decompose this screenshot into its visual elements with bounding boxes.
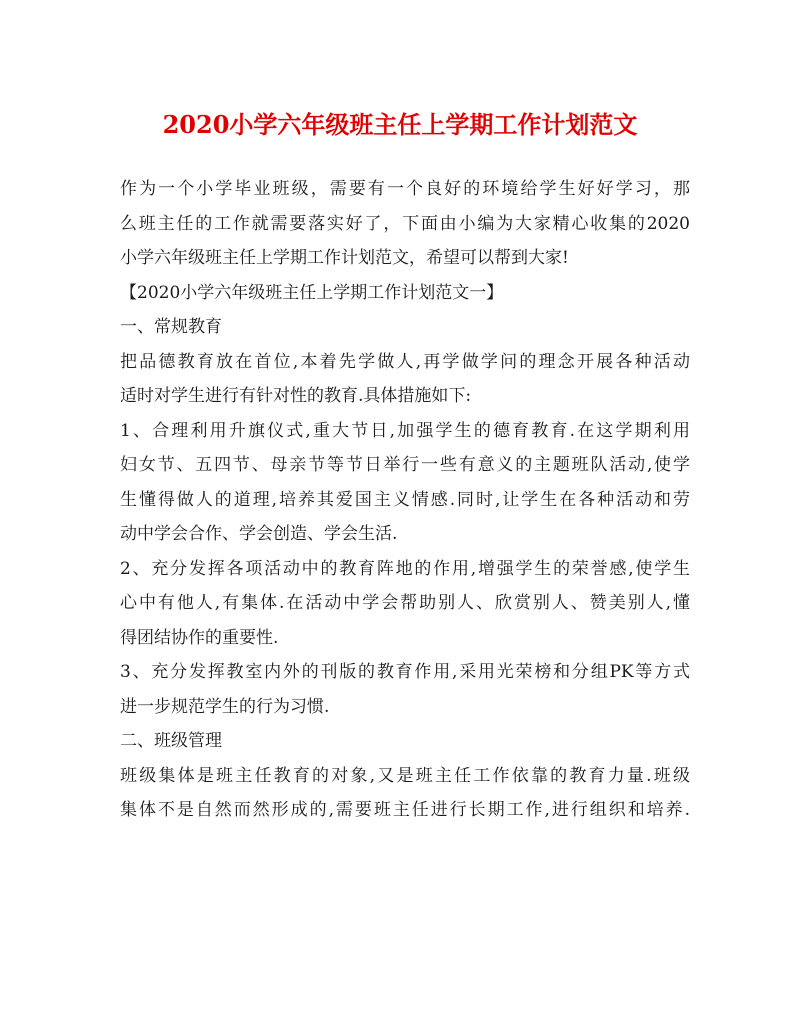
text-line: 心中有他人,有集体.在活动中学会帮助别人、欣赏别人、赞美别人,懂 bbox=[120, 593, 690, 613]
text-line: 生懂得做人的道理,培养其爱国主义情感.同时,让学生在各种活动和劳 bbox=[120, 489, 690, 510]
text-line: 集体不是自然而然形成的,需要班主任进行长期工作,进行组织和培养. bbox=[120, 800, 690, 820]
section-heading: 一、常规教育 bbox=[120, 317, 222, 337]
section-heading: 二、班级管理 bbox=[120, 731, 222, 751]
document-body bbox=[120, 172, 690, 828]
text-line: 进一步规范学生的行为习惯. bbox=[120, 696, 330, 717]
text-line: 3、充分发挥教室内外的刊版的教育作用,采用光荣榜和分组PK等方式 bbox=[120, 662, 690, 682]
document-title: 2020小学六年级班主任上学期工作计划范文 bbox=[162, 110, 638, 139]
text-line: 么班主任的工作就需要落实好了，下面由小编为大家精心收集的2020 bbox=[120, 213, 690, 234]
section-heading: 【2020小学六年级班主任上学期工作计划范文一】 bbox=[120, 282, 504, 303]
text-line: 班级集体是班主任教育的对象,又是班主任工作依靠的教育力量.班级 bbox=[120, 765, 690, 786]
text-line: 2、充分发挥各项活动中的教育阵地的作用,增强学生的荣誉感,使学生 bbox=[120, 558, 690, 579]
text-line: 得团结协作的重要性. bbox=[120, 627, 279, 648]
text-line: 小学六年级班主任上学期工作计划范文，希望可以帮到大家! bbox=[120, 248, 569, 268]
text-line: 妇女节、五四节、母亲节等节日举行一些有意义的主题班队活动,使学 bbox=[120, 455, 690, 475]
text-line: 把品德教育放在首位,本着先学做人,再学做学问的理念开展各种活动 bbox=[120, 351, 690, 372]
text-line: 1、合理利用升旗仪式,重大节日,加强学生的德育教育.在这学期利用 bbox=[120, 420, 690, 441]
text-line: 动中学会合作、学会创造、学会生活. bbox=[120, 524, 398, 544]
text-line: 适时对学生进行有针对性的教育.具体措施如下: bbox=[120, 386, 472, 406]
text-line: 作为一个小学毕业班级，需要有一个良好的环境给学生好好学习，那 bbox=[120, 179, 690, 199]
